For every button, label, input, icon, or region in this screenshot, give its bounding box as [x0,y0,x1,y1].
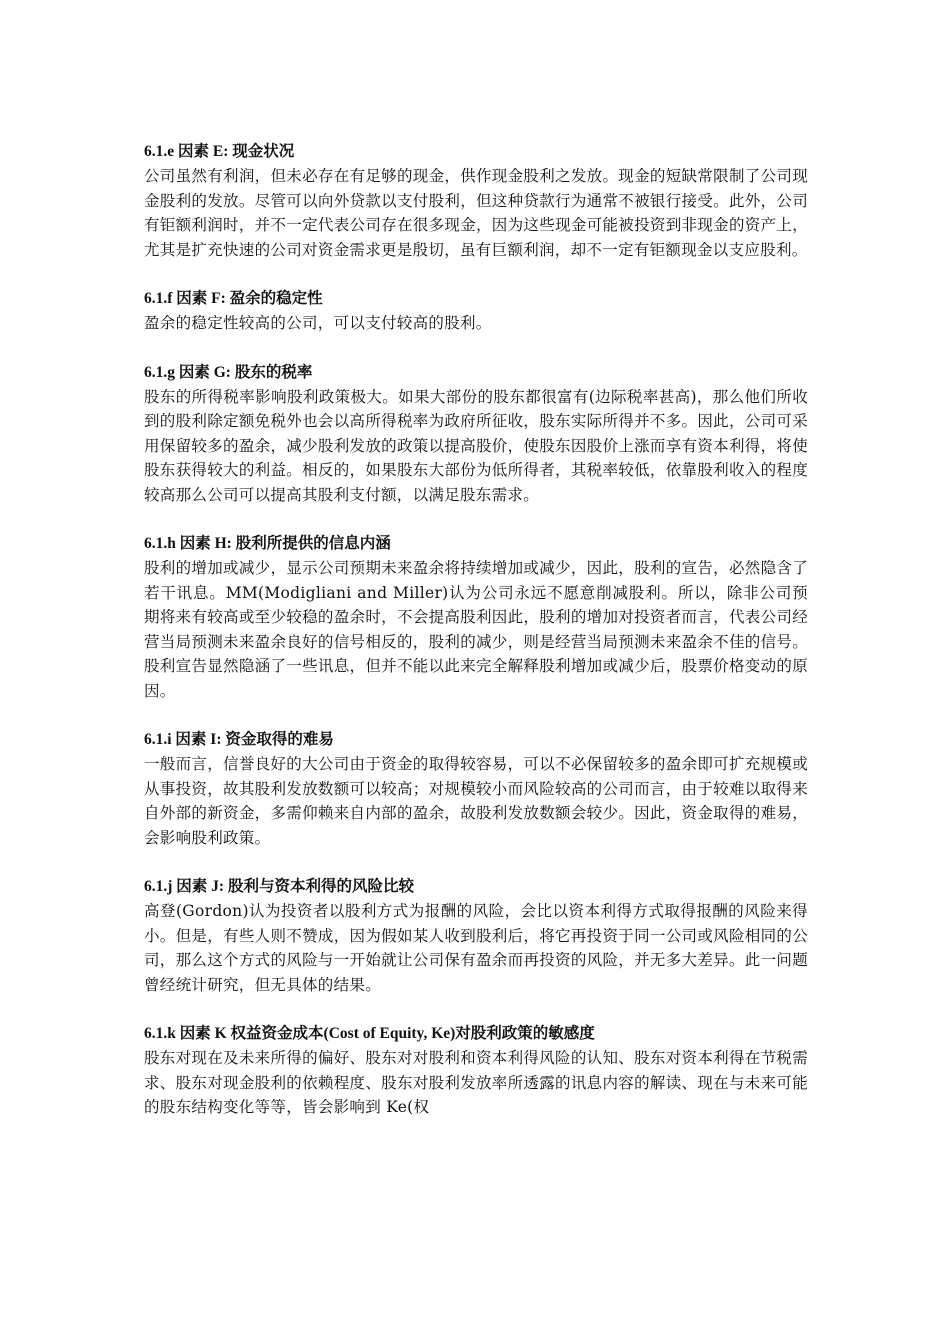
section-paragraph: 股利的增加或减少，显示公司预期未来盈余将持续增加或减少，因此，股利的宣告，必然隐含了若干讯息。MM(Modigliani and Miller)认为公司永远不愿意削减股利。所以，除非公司预期将来有较高或至少较稳的盈余时，不会提高股利因此，股利的增加对投资者而言，代表公司经营当局预测未来盈余良好的信号相反的，股利的减少，则是经营当局预测未来盈余不佳的信号。股利宣告显然隐涵了一些讯息，但并不能以此来完全解释股利增加或减少后，股票价格变动的原因。 [144,559,808,700]
section-dividend-vs-capital-gain-risk [144,875,808,997]
section-earnings-stability [144,287,808,336]
section-shareholder-tax-rate [144,361,808,508]
section-cost-of-equity-sensitivity [144,1022,808,1120]
section-paragraph: 盈余的稳定性较高的公司，可以支付较高的股利。 [144,314,492,332]
section-heading: 6.1.h 因素 H: 股利所提供的信息内涵 [144,535,391,552]
document-page [144,140,808,1145]
section-paragraph: 股东的所得税率影响股利政策极大。如果大部份的股东都很富有(边际税率甚高)，那么他们所收到的股利除定额免税外也会以高所得税率为政府所征收，股东实际所得并不多。因此，公司可采用保留较多的盈余，减少股利发放的政策以提高股价，使股东因股价上涨而享有资本利得，将使股东获得较大的利益。相反的，如果股东大部份为低所得者，其税率较低，依靠股利收入的程度较高那么公司可以提高其股利支付额，以满足股东需求。 [144,387,808,504]
section-heading: 6.1.f 因素 F: 盈余的稳定性 [144,290,323,307]
section-paragraph: 一般而言，信誉良好的大公司由于资金的取得较容易，可以不必保留较多的盈余即可扩充规模或从事投资，故其股利发放数额可以较高；对规模较小而风险较高的公司而言，由于较难以取得来自外部的新资金，多需仰赖来自内部的盈余，故股利发放数额会较少。因此，资金取得的难易，会影响股利政策。 [144,755,808,847]
section-paragraph: 高登(Gordon)认为投资者以股利方式为报酬的风险，会比以资本利得方式取得报酬的风险来得小。但是，有些人则不赞成，因为假如某人收到股利后，将它再投资于同一公司或风险相同的公司，那么这个方式的风险与一开始就让公司保有盈余而再投资的风险，并无多大差异。此一问题曾经统计研究，但无具体的结果。 [144,902,808,994]
section-paragraph: 公司虽然有利润，但未必存在有足够的现金，供作现金股利之发放。现金的短缺常限制了公司现金股利的发放。尽管可以向外贷款以支付股利，但这种贷款行为通常不被银行接受。此外，公司有钜额利润时，并不一定代表公司存在很多现金，因为这些现金可能被投资到非现金的资产上，尤其是扩充快速的公司对资金需求更是殷切，虽有巨额利润，却不一定有钜额现金以支应股利。 [144,167,808,259]
section-dividend-information-content [144,532,808,703]
section-paragraph: 股东对现在及未来所得的偏好、股东对对股利和资本利得风险的认知、股东对资本利得在节税需求、股东对现金股利的依赖程度、股东对股利发放率所透露的讯息内容的解读、现在与未来可能的股东结构变化等等，皆会影响到 Ke(权 [144,1049,808,1116]
section-heading: 6.1.j 因素 J: 股利与资本利得的风险比较 [144,878,414,895]
section-heading: 6.1.g 因素 G: 股东的税率 [144,363,313,381]
section-funding-access [144,728,808,850]
section-heading: 6.1.e 因素 E: 现金状况 [144,143,295,160]
section-heading: 6.1.k 因素 K 权益资金成本(Cost of Equity, Ke)对股利政策的敏感度 [144,1025,595,1042]
section-cash-status [144,140,808,262]
section-heading: 6.1.i 因素 I: 资金取得的难易 [144,731,334,748]
